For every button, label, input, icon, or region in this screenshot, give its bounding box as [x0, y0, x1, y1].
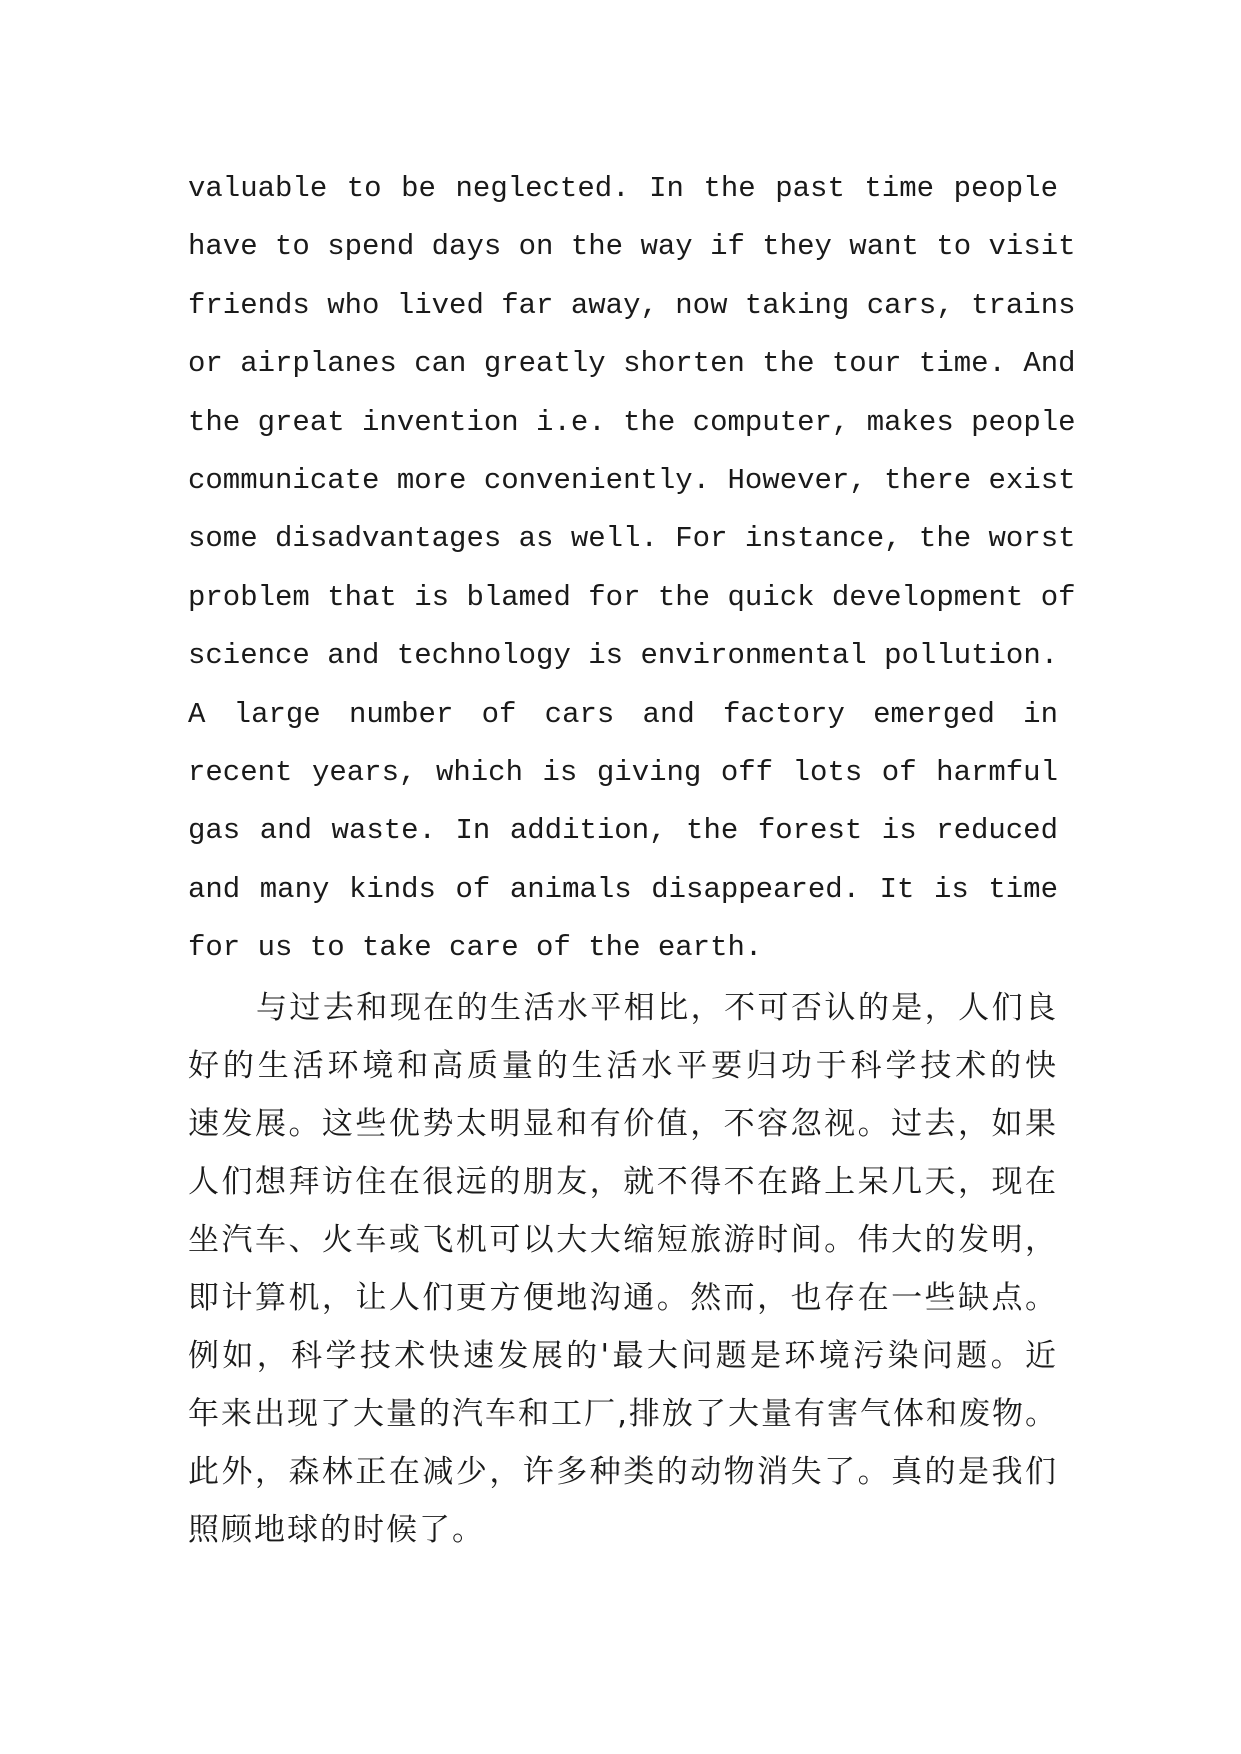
text-line: 与过去和现在的生活水平相比，不可否认的是，人们良 [256, 990, 1058, 1027]
text-line: 年来出现了大量的汽车和工厂,排放了大量有害气体和废物。 [188, 1396, 1058, 1433]
text-line: gas and waste. In addition, the forest is reduced [188, 814, 1058, 848]
text-line: 坐汽车、火车或飞机可以大大缩短旅游时间。伟大的发明， [188, 1222, 1058, 1259]
text-line: 人们想拜访住在很远的朋友，就不得不在路上呆几天，现在 [188, 1164, 1058, 1201]
text-line: 例如，科学技术快速发展的'最大问题是环境污染问题。近 [188, 1338, 1058, 1375]
text-line: valuable to be neglected. In the past time people [188, 172, 1058, 205]
text-line: science and technology is environmental pollution. [188, 639, 1059, 673]
text-line: A large number of cars and factory emerged in [188, 697, 1058, 731]
text-line: 照顾地球的时候了。 [188, 1512, 485, 1549]
text-line: 速发展。这些优势太明显和有价值，不容忽视。过去，如果 [188, 1106, 1058, 1143]
text-line: communicate more conveniently. However, there exist [188, 463, 1076, 497]
text-line: for us to take care of the earth. [188, 931, 763, 965]
chinese-paragraph [188, 979, 1058, 1559]
text-line: some disadvantages as well. For instance, the worst [188, 522, 1076, 556]
text-line: 好的生活环境和高质量的生活水平要归功于科学技术的快 [188, 1048, 1058, 1085]
english-paragraph [188, 160, 1076, 977]
text-line: friends who lived far away, now taking cars, trains [188, 288, 1076, 322]
text-line: 此外，森林正在减少，许多种类的动物消失了。真的是我们 [188, 1454, 1058, 1491]
text-line: problem that is blamed for the quick development of [188, 580, 1076, 614]
text-line: 即计算机，让人们更方便地沟通。然而，也存在一些缺点。 [188, 1280, 1058, 1317]
document-body [188, 160, 1076, 1559]
text-line: or airplanes can greatly shorten the tour time. And [188, 347, 1076, 381]
text-line: have to spend days on the way if they want to visit [188, 230, 1076, 264]
text-line: the great invention i.e. the computer, makes people [188, 405, 1076, 439]
text-line: recent years, which is giving off lots of harmful [188, 755, 1058, 789]
text-line: and many kinds of animals disappeared. It is time [188, 872, 1058, 906]
